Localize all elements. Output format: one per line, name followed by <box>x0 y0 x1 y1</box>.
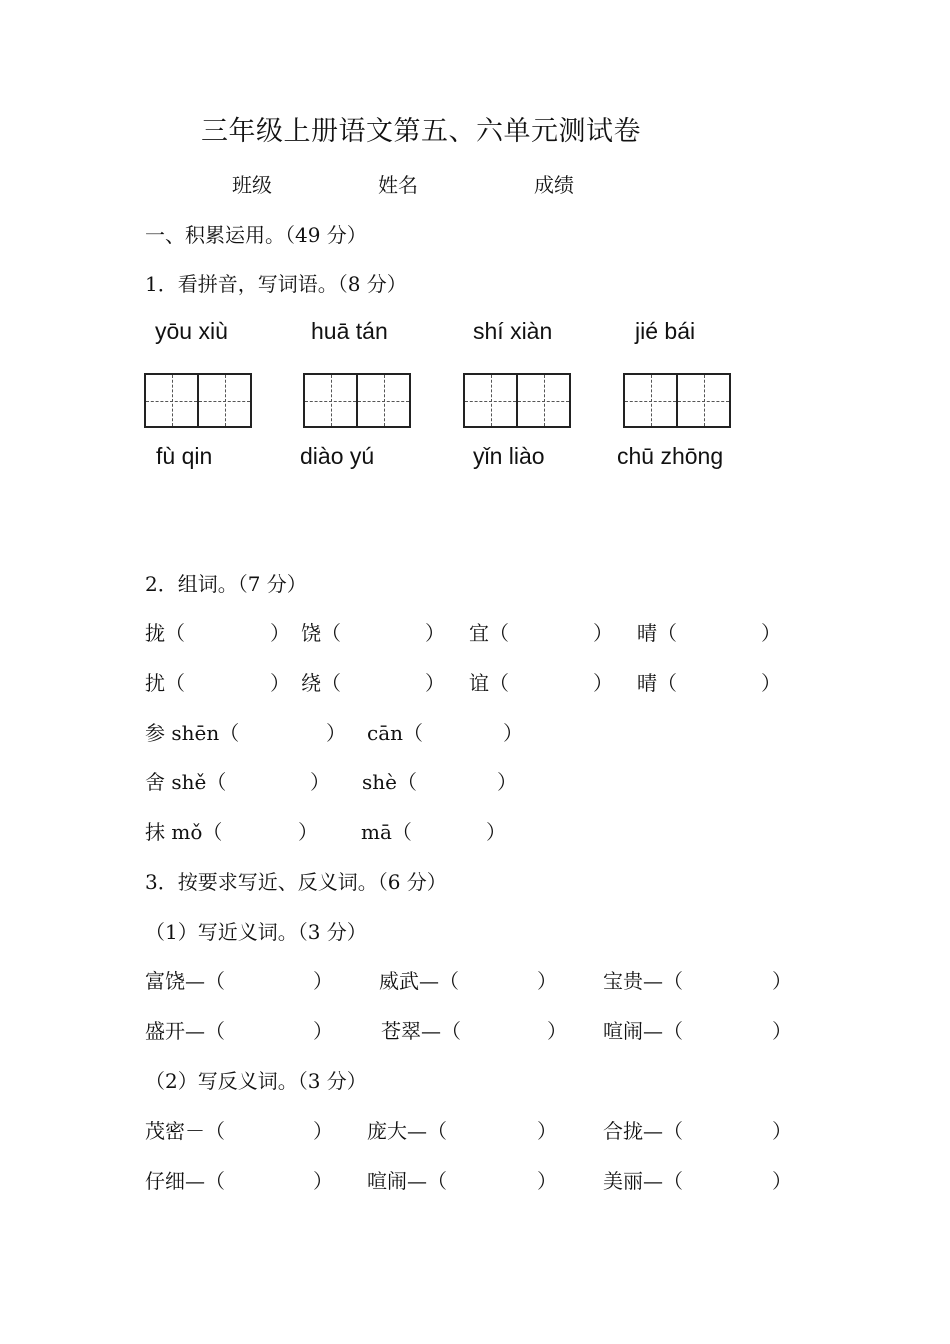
antonym-item: 庞大—（ <box>367 1119 447 1143</box>
polyphone-item: 抹 mǒ（ <box>145 820 223 844</box>
page-title: 三年级上册语文第五、六单元测试卷 <box>201 116 641 147</box>
writing-grid[interactable] <box>463 373 571 428</box>
word-item: 拢（ <box>145 621 185 645</box>
word-close-paren: ） <box>772 1119 792 1143</box>
word-close-paren: ） <box>772 969 792 993</box>
synonym-item: 盛开—（ <box>145 1019 225 1043</box>
antonym-item: 合拢—（ <box>603 1119 683 1143</box>
antonym-subheading: （2）写反义词。（3 分） <box>145 1069 367 1093</box>
synonym-item: 宝贵—（ <box>603 969 683 993</box>
writing-grid[interactable] <box>303 373 411 428</box>
synonym-subheading: （1）写近义词。（3 分） <box>145 920 367 944</box>
section-heading: 一、积累运用。（49 分） <box>145 223 367 247</box>
word-close-paren: ） <box>537 1169 557 1193</box>
synonym-item: 富饶—（ <box>145 969 225 993</box>
word-close-paren: ） <box>313 1119 333 1143</box>
word-close-paren: ） <box>497 770 517 794</box>
word-close-paren: ） <box>503 721 523 745</box>
word-close-paren: ） <box>761 621 781 645</box>
pinyin-bottom-1: fù qin <box>156 443 213 469</box>
antonym-item: 喧闹—（ <box>367 1169 447 1193</box>
pinyin-top-1: yōu xiù <box>155 318 228 344</box>
question-2-heading: 2．组词。（7 分） <box>145 572 307 596</box>
antonym-item: 仔细—（ <box>145 1169 225 1193</box>
word-close-paren: ） <box>425 621 445 645</box>
word-item: 谊（ <box>469 671 509 695</box>
word-close-paren: ） <box>326 721 346 745</box>
pinyin-bottom-2: diào yú <box>300 443 375 469</box>
word-item: 扰（ <box>145 671 185 695</box>
word-close-paren: ） <box>313 1019 333 1043</box>
word-close-paren: ） <box>537 969 557 993</box>
word-item: 绕（ <box>301 671 341 695</box>
question-1-heading: 1．看拼音，写词语。（8 分） <box>145 272 407 296</box>
question-3-heading: 3．按要求写近、反义词。（6 分） <box>145 870 447 894</box>
pinyin-bottom-3: yǐn liào <box>473 443 545 469</box>
word-close-paren: ） <box>761 671 781 695</box>
synonym-item: 苍翠—（ <box>381 1019 461 1043</box>
word-close-paren: ） <box>486 820 506 844</box>
antonym-item: 美丽—（ <box>603 1169 683 1193</box>
synonym-item: 喧闹—（ <box>603 1019 683 1043</box>
word-close-paren: ） <box>425 671 445 695</box>
word-close-paren: ） <box>772 1019 792 1043</box>
pinyin-top-4: jié bái <box>635 318 696 344</box>
word-close-paren: ） <box>313 969 333 993</box>
score-label: 成绩 <box>534 173 574 197</box>
word-close-paren: ） <box>313 1169 333 1193</box>
word-item: 饶（ <box>301 621 341 645</box>
word-item: 晴（ <box>637 671 677 695</box>
word-close-paren: ） <box>537 1119 557 1143</box>
word-close-paren: ） <box>547 1019 567 1043</box>
polyphone-item: cān（ <box>367 721 424 745</box>
word-item: 晴（ <box>637 621 677 645</box>
word-close-paren: ） <box>593 621 613 645</box>
word-close-paren: ） <box>772 1169 792 1193</box>
pinyin-top-2: huā tán <box>311 318 388 344</box>
word-close-paren: ） <box>270 671 290 695</box>
polyphone-item: 参 shēn（ <box>145 721 240 745</box>
writing-grid[interactable] <box>623 373 731 428</box>
word-close-paren: ） <box>593 671 613 695</box>
polyphone-item: mā（ <box>361 820 412 844</box>
name-label: 姓名 <box>378 173 418 197</box>
pinyin-bottom-4: chū zhōng <box>617 443 724 469</box>
class-label: 班级 <box>232 173 272 197</box>
word-close-paren: ） <box>298 820 318 844</box>
antonym-item: 茂密－（ <box>145 1119 225 1143</box>
word-close-paren: ） <box>270 621 290 645</box>
polyphone-item: 舍 shě（ <box>145 770 227 794</box>
pinyin-top-3: shí xiàn <box>473 318 553 344</box>
word-close-paren: ） <box>310 770 330 794</box>
word-item: 宜（ <box>469 621 509 645</box>
synonym-item: 威武—（ <box>379 969 459 993</box>
polyphone-item: shè（ <box>362 770 417 794</box>
writing-grid[interactable] <box>144 373 252 428</box>
